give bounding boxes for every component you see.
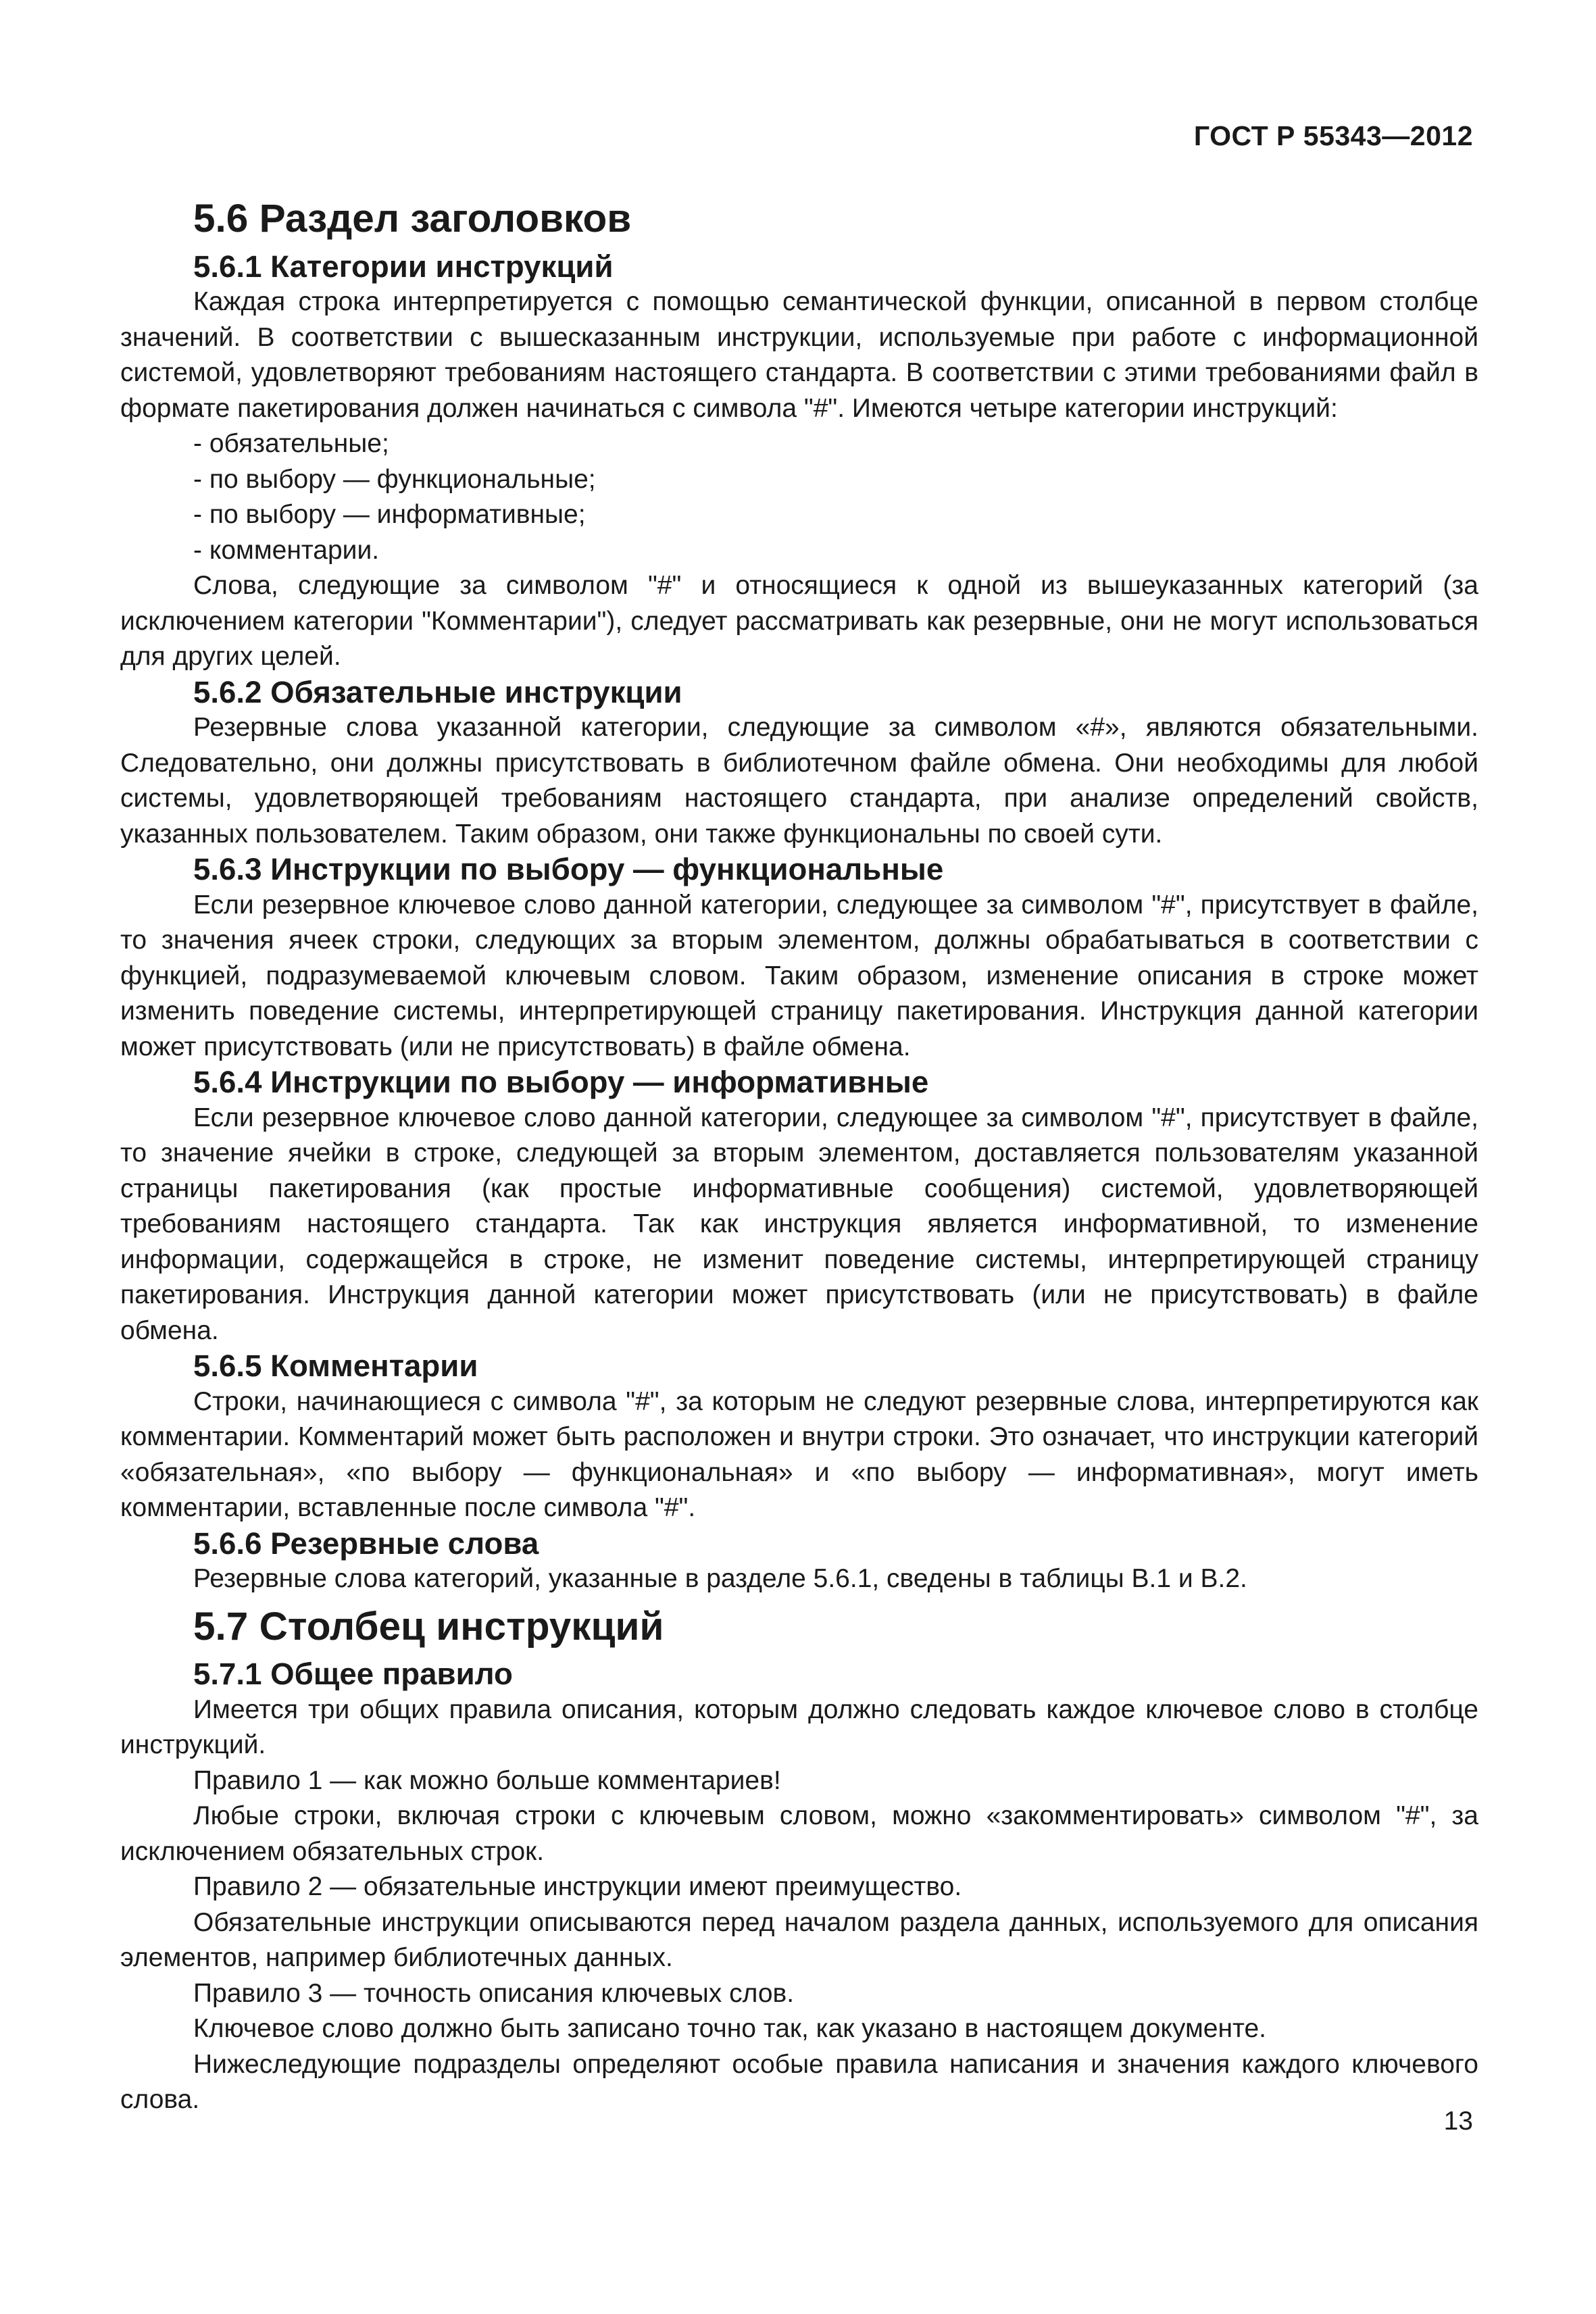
section-5-7-1-paragraph-1: Имеется три общих правила описания, которым должно следовать каждое ключевое слово в столбце инструкций. <box>120 1694 1478 1759</box>
section-5-6-5-title: 5.6.5 Комментарии <box>193 1349 478 1383</box>
section-5-6-6-title: 5.6.6 Резервные слова <box>193 1526 539 1561</box>
document-id-header: ГОСТ Р 55343—2012 <box>1193 120 1473 151</box>
section-5-6-4-paragraph: Если резервное ключевое слово данной категории, следующее за символом "#", присутствует в файле, то значение ячейки в строке, следующей за вторым элементом, доставляется пользователям указанной страницы пакетирования (как простые информативные сообщения) системой, удовлетворяющей требованиям настоящего стандарта. Так как инструкция является информативной, то изменение информации, содержащейся в строке, не изменит поведение системы, интерпретирующей страницу пакетирования. Инструкция данной категории может присутствовать (или не присутствовать) в файле обмена. <box>120 1103 1478 1345</box>
section-5-6-6-paragraph: Резервные слова категорий, указанные в разделе 5.6.1, сведены в таблицы В.1 и В.2. <box>193 1564 1247 1593</box>
section-5-7-1-title: 5.7.1 Общее правило <box>193 1657 513 1691</box>
section-5-7-1-paragraph-4: Ключевое слово должно быть записано точно так, как указано в настоящем документе. <box>193 2014 1266 2043</box>
section-5-6-1-paragraph-2: Слова, следующие за символом "#" и относящиеся к одной из вышеуказанных категорий (за исключением категории "Комментарии"), следует рассматривать как резервные, они не могут использоваться для других целей. <box>120 571 1478 671</box>
rule-3: Правило 3 — точность описания ключевых слов. <box>193 1978 795 2008</box>
section-5-6-title: 5.6 Раздел заголовков <box>193 197 632 241</box>
section-5-7-1-paragraph-3: Обязательные инструкции описываются перед началом раздела данных, используемого для описания элементов, например библиотечных данных. <box>120 1907 1478 1972</box>
list-item: - обязательные; <box>193 429 389 458</box>
section-5-6-2-paragraph: Резервные слова указанной категории, следующие за символом «#», являются обязательными. Следовательно, они должны присутствовать в библиотечном файле обмена. Они необходимы для любой системы, удовлетворяющей требованиям настоящего стандарта, при анализе определений свойств, указанных пользователем. Таким образом, они также функциональны по своей сути. <box>120 713 1478 849</box>
section-5-6-5-paragraph: Строки, начинающиеся с символа "#", за которым не следуют резервные слова, интерпретируются как комментарии. Комментарий может быть расположен и внутри строки. Это означает, что инструкции категорий «обязательная», «по выбору — функциональная» и «по выбору — информативная», могут иметь комментарии, вставленные после символа "#". <box>120 1386 1478 1522</box>
rule-1: Правило 1 — как можно больше комментариев! <box>193 1765 781 1795</box>
section-5-7-1-paragraph-5: Нижеследующие подразделы определяют особые правила написания и значения каждого ключевого слова. <box>120 2049 1478 2114</box>
list-item: - по выбору — информативные; <box>193 500 586 529</box>
list-item: - по выбору — функциональные; <box>193 464 596 494</box>
section-5-6-4-title: 5.6.4 Инструкции по выбору — информативные <box>193 1065 929 1099</box>
document-body <box>120 197 1478 2118</box>
rule-2: Правило 2 — обязательные инструкции имеют преимущество. <box>193 1872 962 1901</box>
section-5-6-1-paragraph-1: Каждая строка интерпретируется с помощью семантической функции, описанной в первом столбце значений. В соответствии с вышесказанным инструкции, используемые при работе с информационной системой, удовлетворяют требованиям настоящего стандарта. В соответствии с этими требованиями файл в формате пакетирования должен начинаться с символа "#". Имеются четыре категории инструкций: <box>120 287 1478 423</box>
section-5-6-1-title: 5.6.1 Категории инструкций <box>193 249 614 284</box>
list-item: - комментарии. <box>193 535 380 565</box>
section-5-6-3-title: 5.6.3 Инструкции по выбору — функциональные <box>193 852 944 886</box>
section-5-6-3-paragraph: Если резервное ключевое слово данной категории, следующее за символом "#", присутствует в файле, то значения ячеек строки, следующих за вторым элементом, должны обрабатываться в соответствии с функцией, подразумеваемой ключевым словом. Таким образом, изменение описания в строке может изменить поведение системы, интерпретирующей страницу пакетирования. Инструкция данной категории может присутствовать (или не присутствовать) в файле обмена. <box>120 890 1478 1061</box>
section-5-6-2-title: 5.6.2 Обязательные инструкции <box>193 674 682 709</box>
page-number: 13 <box>1443 2107 1473 2136</box>
section-5-7-title: 5.7 Столбец инструкций <box>193 1604 664 1649</box>
section-5-7-1-paragraph-2: Любые строки, включая строки с ключевым словом, можно «закомментировать» символом "#", за исключением обязательных строк. <box>120 1801 1478 1866</box>
